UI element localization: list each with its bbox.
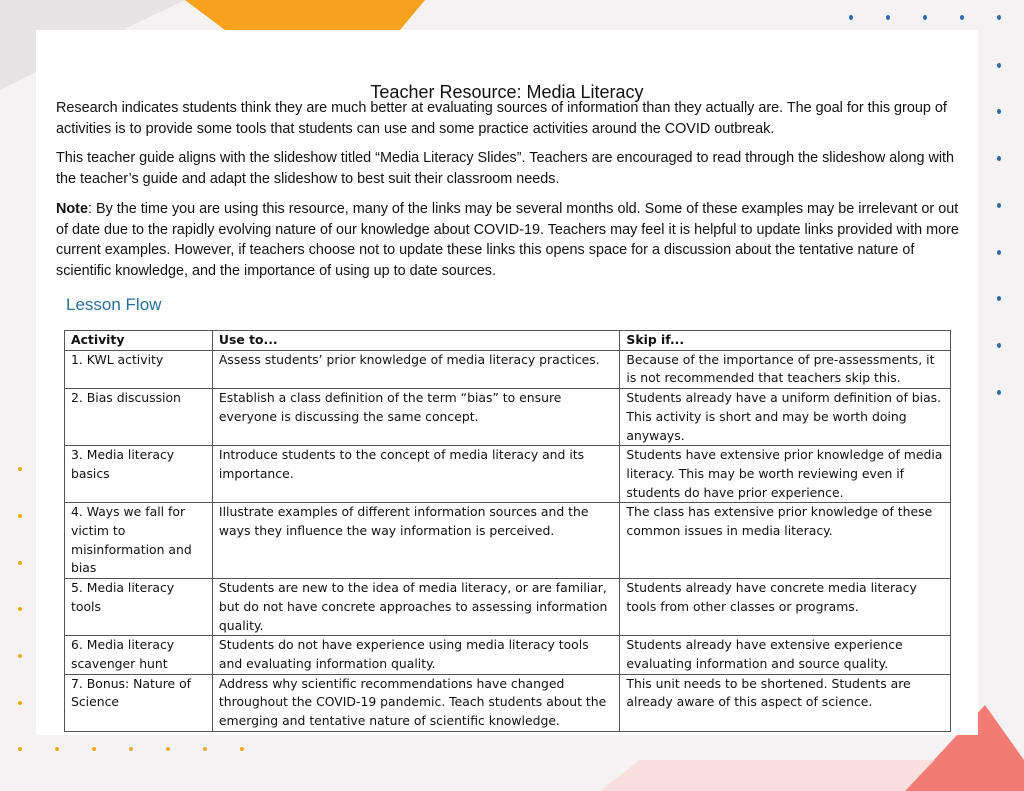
skip-if-cell: Students have extensive prior knowledge of media literacy. This may be worth reviewing even if students do have prior experience. <box>620 446 951 503</box>
orange-dot <box>18 607 22 611</box>
lesson-flow-table <box>64 330 951 732</box>
blue-dot <box>997 15 1001 20</box>
skip-if-cell: Because of the importance of pre-assessments, it is not recommended that teachers skip this. <box>620 350 951 388</box>
table-row <box>65 503 951 579</box>
use-to-cell: Assess students’ prior knowledge of media literacy practices. <box>212 350 619 388</box>
intro-paragraph-1: Research indicates students think they are much better at evaluating sources of information than they actually are. The goal for this group of activities is to provide some tools that students can use and some practice activities around the COVID outbreak. <box>56 100 947 137</box>
intro-paragraph-2: This teacher guide aligns with the slideshow titled “Media Literacy Slides”. Teachers are encouraged to read through the slideshow along with the teacher’s guide and adapt the slideshow to best suit their classroom needs. <box>56 150 955 187</box>
note-label: Note <box>56 201 88 217</box>
activity-cell: 6. Media literacy scavenger hunt <box>65 636 213 674</box>
note-paragraph <box>56 199 966 281</box>
blue-dot <box>997 250 1001 255</box>
orange-dot <box>129 747 133 751</box>
table-row <box>65 389 951 446</box>
blue-dot <box>997 296 1001 301</box>
column-header-skip-if: Skip if... <box>620 331 951 351</box>
orange-dot <box>18 561 22 565</box>
use-to-cell: Establish a class definition of the term “bias” to ensure everyone is discussing the same concept. <box>212 389 619 446</box>
table-header-row <box>65 331 951 351</box>
skip-if-cell: Students already have a uniform definition of bias. This activity is short and may be worth doing anyways. <box>620 389 951 446</box>
use-to-cell: Illustrate examples of different information sources and the ways they influence the way information is perceived. <box>212 503 619 579</box>
blue-dot <box>849 15 853 20</box>
blue-dot <box>997 63 1001 68</box>
blue-dot <box>997 203 1001 208</box>
page-title: Teacher Resource: Media Literacy <box>370 82 644 102</box>
use-to-cell: Students do not have experience using media literacy tools and evaluating information quality. <box>212 636 619 674</box>
activity-cell: 5. Media literacy tools <box>65 579 213 636</box>
note-text: : By the time you are using this resource, many of the links may be several months old. Some of these examples may be irrelevant or out of date due to the rapidly evolving nature of our knowledge about COVID-19. Teachers may feel it is helpful to update links provided with more current examples. However, if teachers choose not to update these links this opens space for a discussion about the tentative nature of scientific knowledge, and the importance of using up to date sources. <box>56 201 959 279</box>
orange-dot <box>18 747 22 751</box>
table-row <box>65 579 951 636</box>
skip-if-cell: This unit needs to be shortened. Students are already aware of this aspect of science. <box>620 674 951 731</box>
blue-dot <box>997 343 1001 348</box>
blue-dot <box>886 15 890 20</box>
skip-if-cell: The class has extensive prior knowledge of these common issues in media literacy. <box>620 503 951 579</box>
column-header-activity: Activity <box>65 331 213 351</box>
blue-dot <box>997 156 1001 161</box>
orange-dot <box>18 654 22 658</box>
document-page <box>36 30 978 735</box>
table-row <box>65 350 951 388</box>
use-to-cell: Address why scientific recommendations have changed throughout the COVID-19 pandemic. Teach students about the emerging and tentative nature of scientific knowledge. <box>212 674 619 731</box>
table-row <box>65 636 951 674</box>
skip-if-cell: Students already have concrete media literacy tools from other classes or programs. <box>620 579 951 636</box>
activity-cell: 7. Bonus: Nature of Science <box>65 674 213 731</box>
orange-dot <box>18 514 22 518</box>
activity-cell: 3. Media literacy basics <box>65 446 213 503</box>
coral-band-bottom <box>600 760 935 791</box>
skip-if-cell: Students already have extensive experience evaluating information and source quality. <box>620 636 951 674</box>
use-to-cell: Introduce students to the concept of media literacy and its importance. <box>212 446 619 503</box>
orange-dot <box>166 747 170 751</box>
orange-dot <box>18 467 22 471</box>
blue-dot <box>923 15 927 20</box>
activity-cell: 1. KWL activity <box>65 350 213 388</box>
table-row <box>65 674 951 731</box>
orange-dot <box>18 701 22 705</box>
orange-dot <box>240 747 244 751</box>
blue-dot <box>997 390 1001 395</box>
activity-cell: 4. Ways we fall for victim to misinformation and bias <box>65 503 213 579</box>
activity-cell: 2. Bias discussion <box>65 389 213 446</box>
column-header-use-to: Use to... <box>212 331 619 351</box>
blue-dot <box>997 109 1001 114</box>
orange-dot <box>203 747 207 751</box>
orange-shape-top <box>185 0 425 30</box>
orange-dot <box>55 747 59 751</box>
blue-dot <box>960 15 964 20</box>
table-row <box>65 446 951 503</box>
orange-dot <box>92 747 96 751</box>
use-to-cell: Students are new to the idea of media literacy, or are familiar, but do not have concrete approaches to assessing information quality. <box>212 579 619 636</box>
lesson-flow-heading: Lesson Flow <box>66 295 162 314</box>
